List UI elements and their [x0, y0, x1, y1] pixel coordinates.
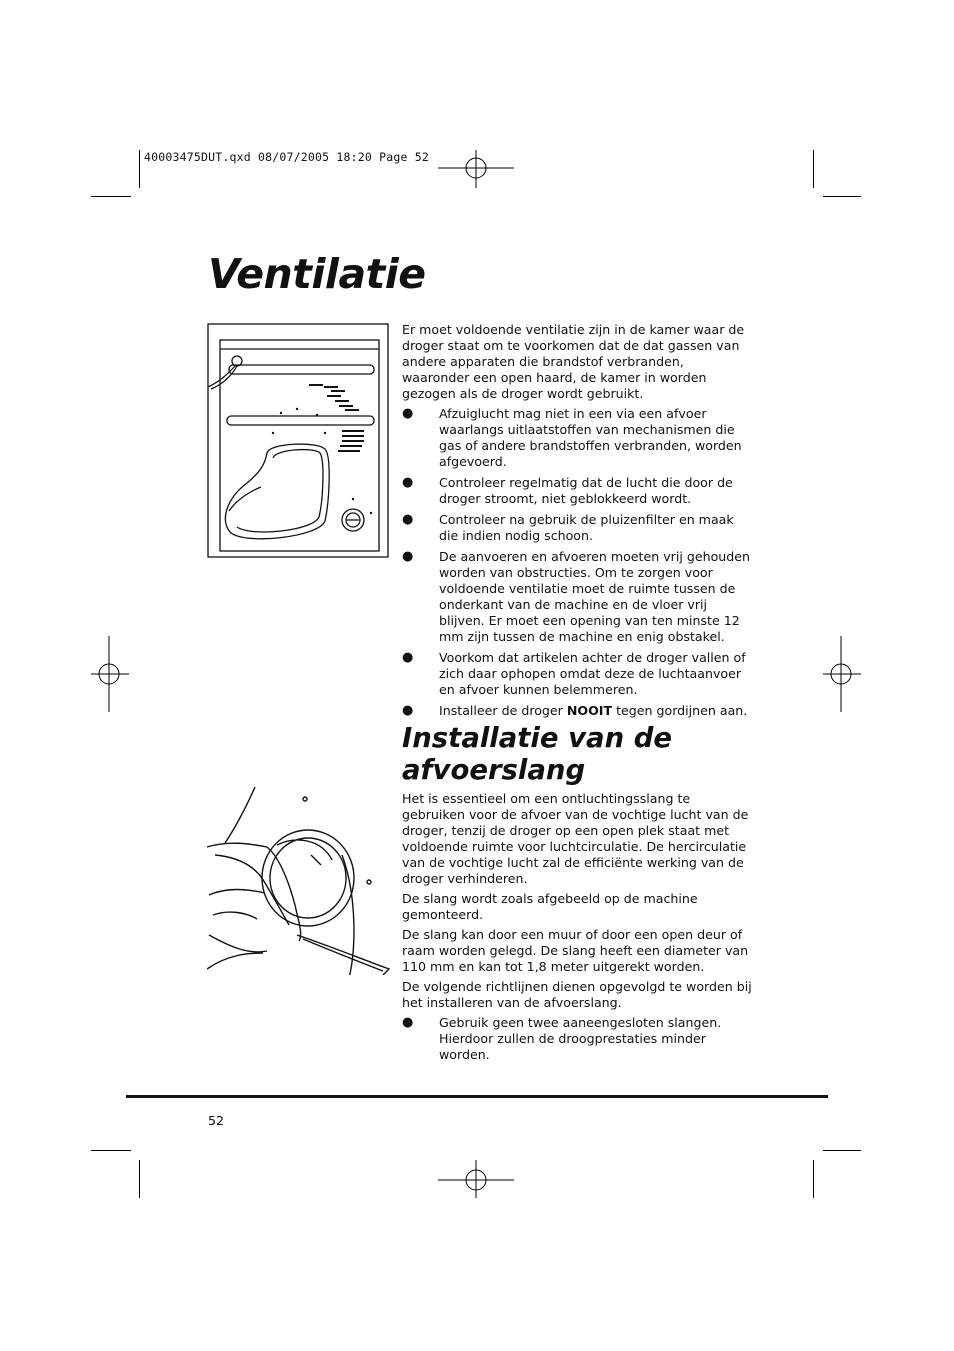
list-item: ● De aanvoeren en afvoeren moeten vrij gehouden worden van obstructies. Om te zorgen voor voldoende ventilatie moet de ruimte tussen de onderkant van de machine en de vloer vrij blijven. Er moet een opening van ten minste 12 mm zijn tussen de machine en enig obstakel.: [402, 549, 750, 644]
list-item: ● Voorkom dat artikelen achter de droger vallen of zich daar ophopen omdat deze de luchtaanvoer en afvoer kunnen belemmeren.: [402, 650, 746, 697]
hose-bullet-list: [402, 1015, 752, 1063]
emphasis-never: NOOIT: [566, 703, 613, 718]
list-item: ● Afzuiglucht mag niet in een via een afvoer waarlangs uitlaatstoffen van mechanismen die gas of andere brandstoffen verbranden, worden afgevoerd.: [402, 406, 742, 469]
hose-paragraph: Het is essentieel om een ontluchtingsslang te gebruiken voor de afvoer van de vochtige lucht van de droger, tenzij de droger op een open plek staat met voldoende ruimte voor luchtcirculatie. De hercirculatie van de vochtige lucht zal de efficiënte werking van de droger verhinderen.: [402, 791, 749, 886]
footer-rule: [126, 1095, 828, 1098]
bullet-icon: ●: [402, 406, 414, 421]
bullet-icon: ●: [402, 703, 414, 718]
ventilation-section: [402, 322, 752, 724]
bullet-icon: ●: [402, 1015, 414, 1030]
bullet-icon: ●: [402, 512, 414, 527]
hose-paragraph: De slang wordt zoals afgebeeld op de machine gemonteerd.: [402, 891, 698, 922]
list-item: ● Controleer na gebruik de pluizenfilter en maak die indien nodig schoon.: [402, 512, 734, 543]
ventilation-intro: Er moet voldoende ventilatie zijn in de kamer waar de droger staat om te voorkomen dat de dat gassen van andere apparaten die brandstof verbranden, waaronder een open haard, de kamer in worden gezogen als de droger wordt gebruikt.: [402, 322, 745, 401]
page-title: Ventilatie: [208, 250, 426, 298]
bullet-icon: ●: [402, 475, 414, 490]
file-slug: 40003475DUT.qxd 08/07/2005 18:20 Page 52: [144, 150, 429, 164]
list-item: ● Gebruik geen twee aaneengesloten slangen. Hierdoor zullen de droogprestaties minder worden.: [402, 1015, 722, 1062]
bullet-icon: ●: [402, 549, 414, 564]
hose-paragraph: De slang kan door een muur of door een open deur of raam worden gelegd. De slang heeft een diameter van 110 mm en kan tot 1,8 meter uitgerekt worden.: [402, 927, 749, 974]
hose-paragraph: De volgende richtlijnen dienen opgevolgd te worden bij het installeren van de afvoerslang.: [402, 979, 752, 1010]
list-item: ● Installeer de droger NOOIT tegen gordijnen aan.: [402, 703, 748, 718]
hose-hand-illustration: [207, 785, 392, 975]
hose-section: [402, 791, 752, 1068]
ventilation-bullet-list: [402, 406, 752, 719]
section-heading-hose: Installatie van de afvoerslang: [402, 722, 673, 786]
page-number: 52: [208, 1113, 225, 1128]
bullet-icon: ●: [402, 650, 414, 665]
list-item: ● Controleer regelmatig dat de lucht die door de droger stroomt, niet geblokkeerd wordt.: [402, 475, 733, 506]
dryer-illustration: [207, 323, 390, 559]
